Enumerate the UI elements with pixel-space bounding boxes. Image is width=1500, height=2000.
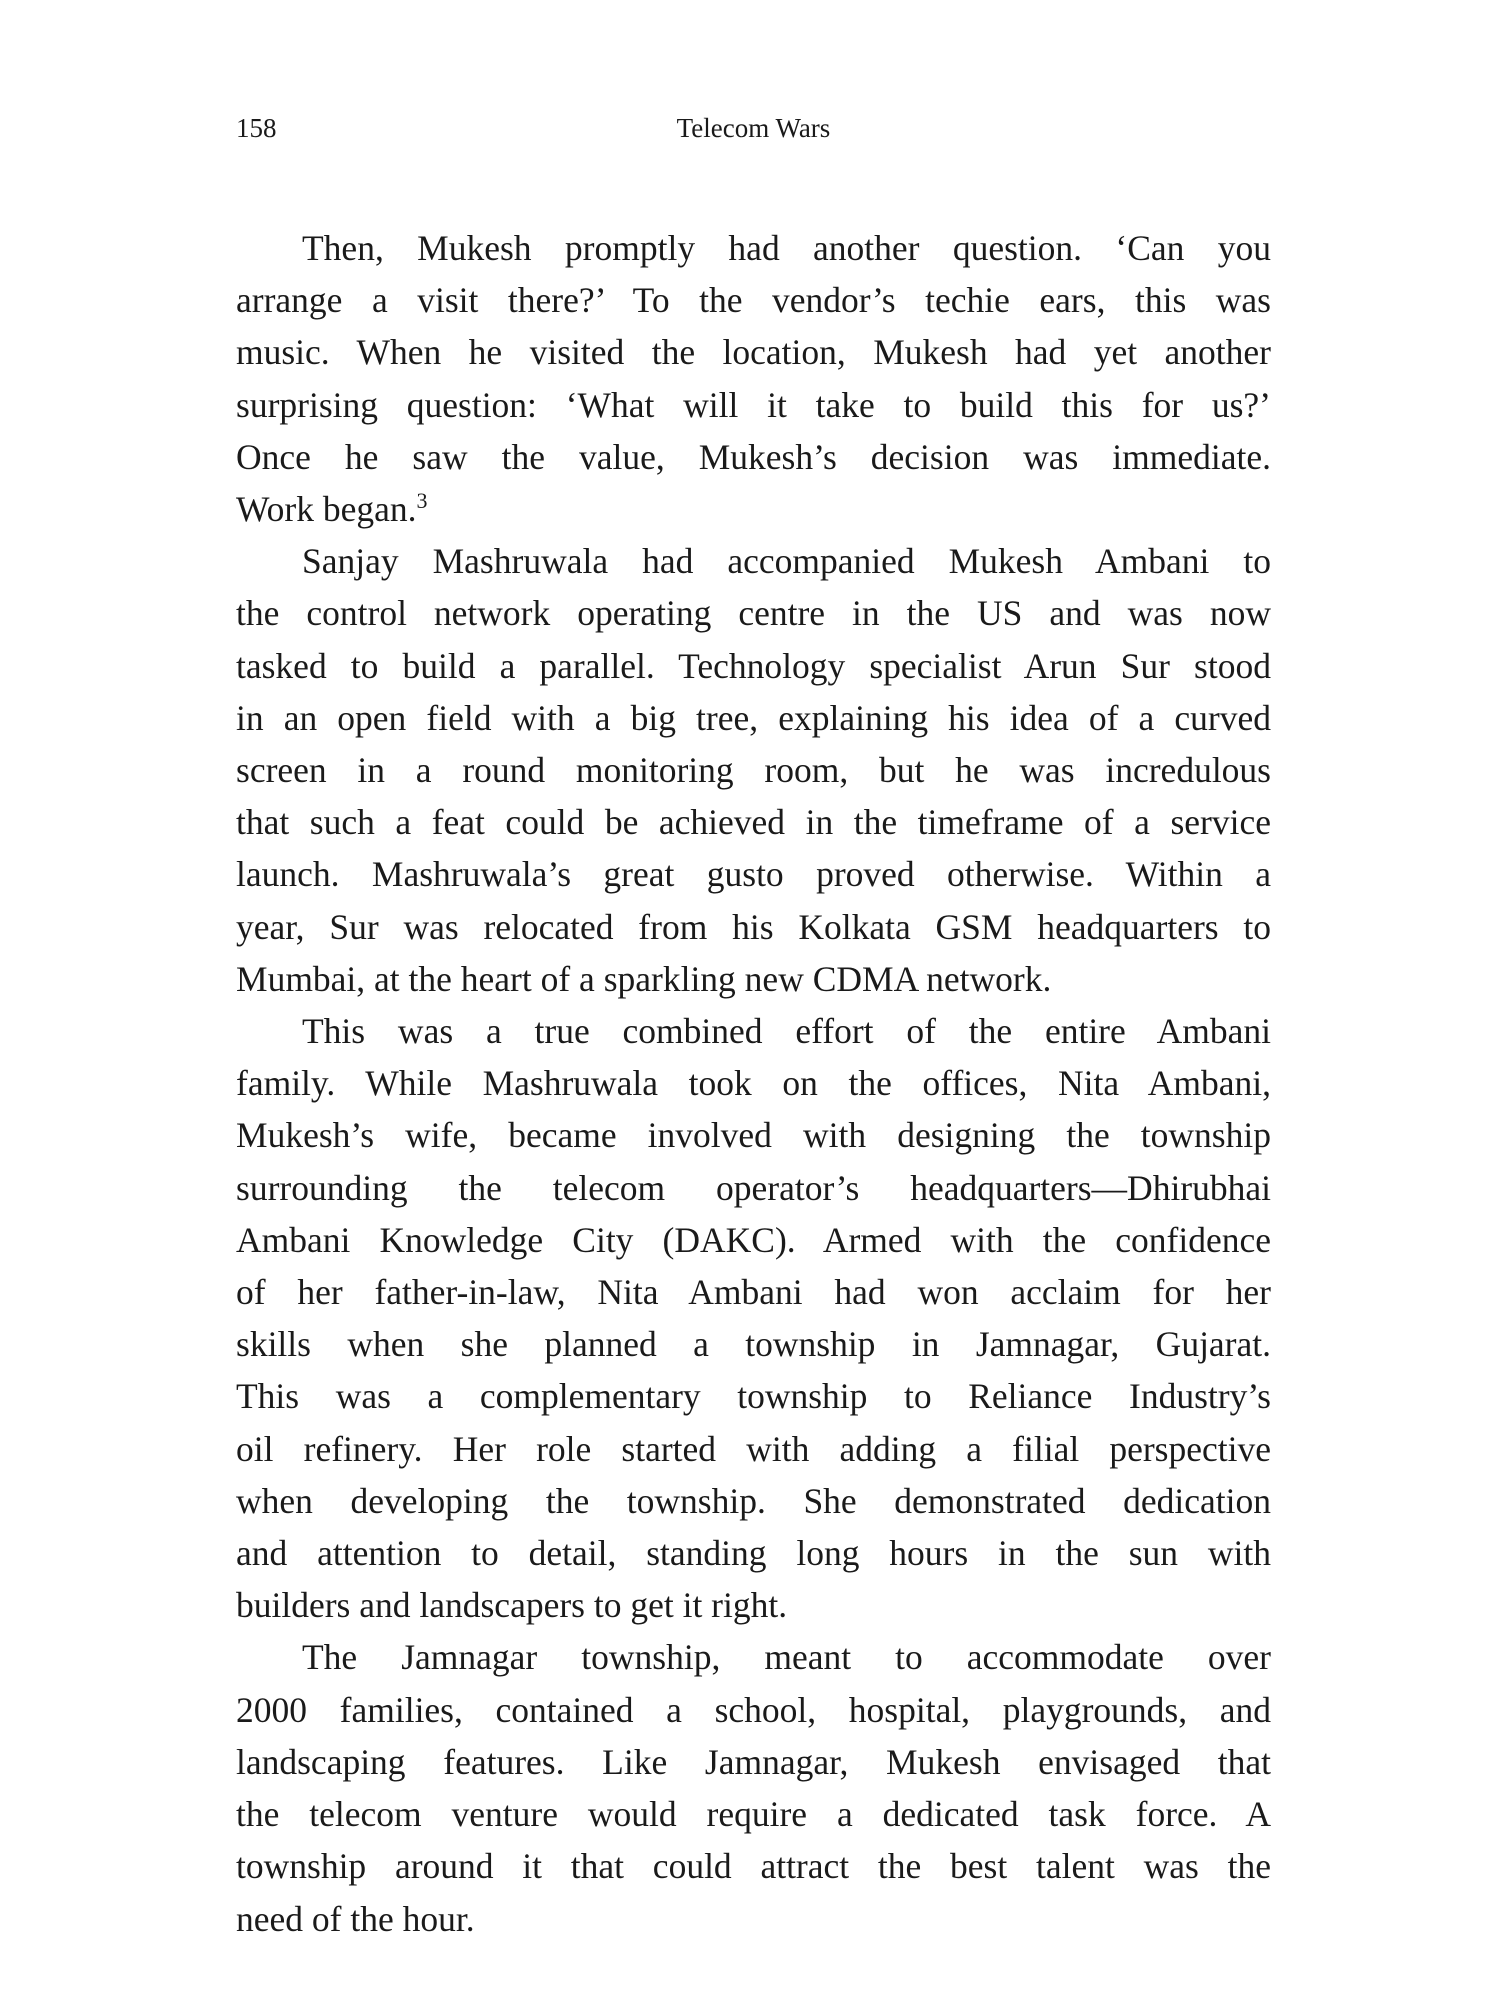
- text-line: Work began.: [236, 489, 417, 530]
- text-line: landscaping features. Like Jamnagar, Mukesh envisaged that: [236, 1741, 1271, 1782]
- text-line: surrounding the telecom operator’s headquarters—Dhirubhai: [236, 1167, 1271, 1208]
- text-line: 2000 families, contained a school, hospital, playgrounds, and: [236, 1689, 1271, 1730]
- paragraph-1: [236, 222, 1271, 535]
- text-line: Once he saw the value, Mukesh’s decision was immediate.: [236, 436, 1271, 477]
- text-line: need of the hour.: [236, 1898, 475, 1939]
- book-title: Telecom Wars: [676, 113, 831, 143]
- text-line: the telecom venture would require a dedicated task force. A: [236, 1794, 1271, 1835]
- text-line: The Jamnagar township, meant to accommodate over: [302, 1637, 1271, 1678]
- text-line: music. When he visited the location, Mukesh had yet another: [236, 332, 1271, 373]
- text-line: Ambani Knowledge City (DAKC). Armed with the confidence: [236, 1219, 1271, 1260]
- text-line-last: [236, 483, 1271, 535]
- paragraph-3: [236, 1005, 1271, 1631]
- text-line: tasked to build a parallel. Technology specialist Arun Sur stood: [236, 645, 1271, 686]
- text-line: when developing the township. She demonstrated dedication: [236, 1480, 1271, 1521]
- text-line: of her father-in-law, Nita Ambani had won acclaim for her: [236, 1272, 1271, 1313]
- body-text: [236, 222, 1271, 1945]
- text-line: surprising question: ‘What will it take to build this for us?’: [236, 384, 1271, 425]
- text-line: in an open field with a big tree, explaining his idea of a curved: [236, 697, 1271, 738]
- text-line: family. While Mashruwala took on the offices, Nita Ambani,: [236, 1063, 1271, 1104]
- text-line: oil refinery. Her role started with adding a filial perspective: [236, 1428, 1271, 1469]
- text-line: This was a complementary township to Reliance Industry’s: [236, 1376, 1271, 1417]
- text-line: Mumbai, at the heart of a sparkling new CDMA network.: [236, 958, 1052, 999]
- text-line: that such a feat could be achieved in the timeframe of a service: [236, 802, 1271, 843]
- text-line: Then, Mukesh promptly had another question. ‘Can you: [302, 228, 1271, 268]
- text-line: year, Sur was relocated from his Kolkata GSM headquarters to: [236, 906, 1271, 947]
- paragraph-2: [236, 535, 1271, 1005]
- text-line: the control network operating centre in the US and was now: [236, 593, 1271, 634]
- text-line: This was a true combined effort of the entire Ambani: [302, 1011, 1271, 1052]
- text-line: launch. Mashruwala’s great gusto proved otherwise. Within a: [236, 854, 1271, 895]
- text-line: Sanjay Mashruwala had accompanied Mukesh Ambani to: [302, 541, 1271, 582]
- text-line: Mukesh’s wife, became involved with designing the township: [236, 1115, 1271, 1156]
- text-line: screen in a round monitoring room, but he was incredulous: [236, 750, 1271, 791]
- text-line: and attention to detail, standing long hours in the sun with: [236, 1533, 1271, 1574]
- running-head: [236, 108, 1271, 148]
- page-number: 158: [236, 113, 277, 143]
- text-line: arrange a visit there?’ To the vendor’s techie ears, this was: [236, 280, 1271, 321]
- text-line: builders and landscapers to get it right.: [236, 1585, 788, 1626]
- footnote-marker: 3: [416, 488, 428, 514]
- paragraph-4: [236, 1631, 1271, 1944]
- text-line: township around it that could attract the best talent was the: [236, 1846, 1271, 1887]
- text-line: skills when she planned a township in Jamnagar, Gujarat.: [236, 1324, 1271, 1365]
